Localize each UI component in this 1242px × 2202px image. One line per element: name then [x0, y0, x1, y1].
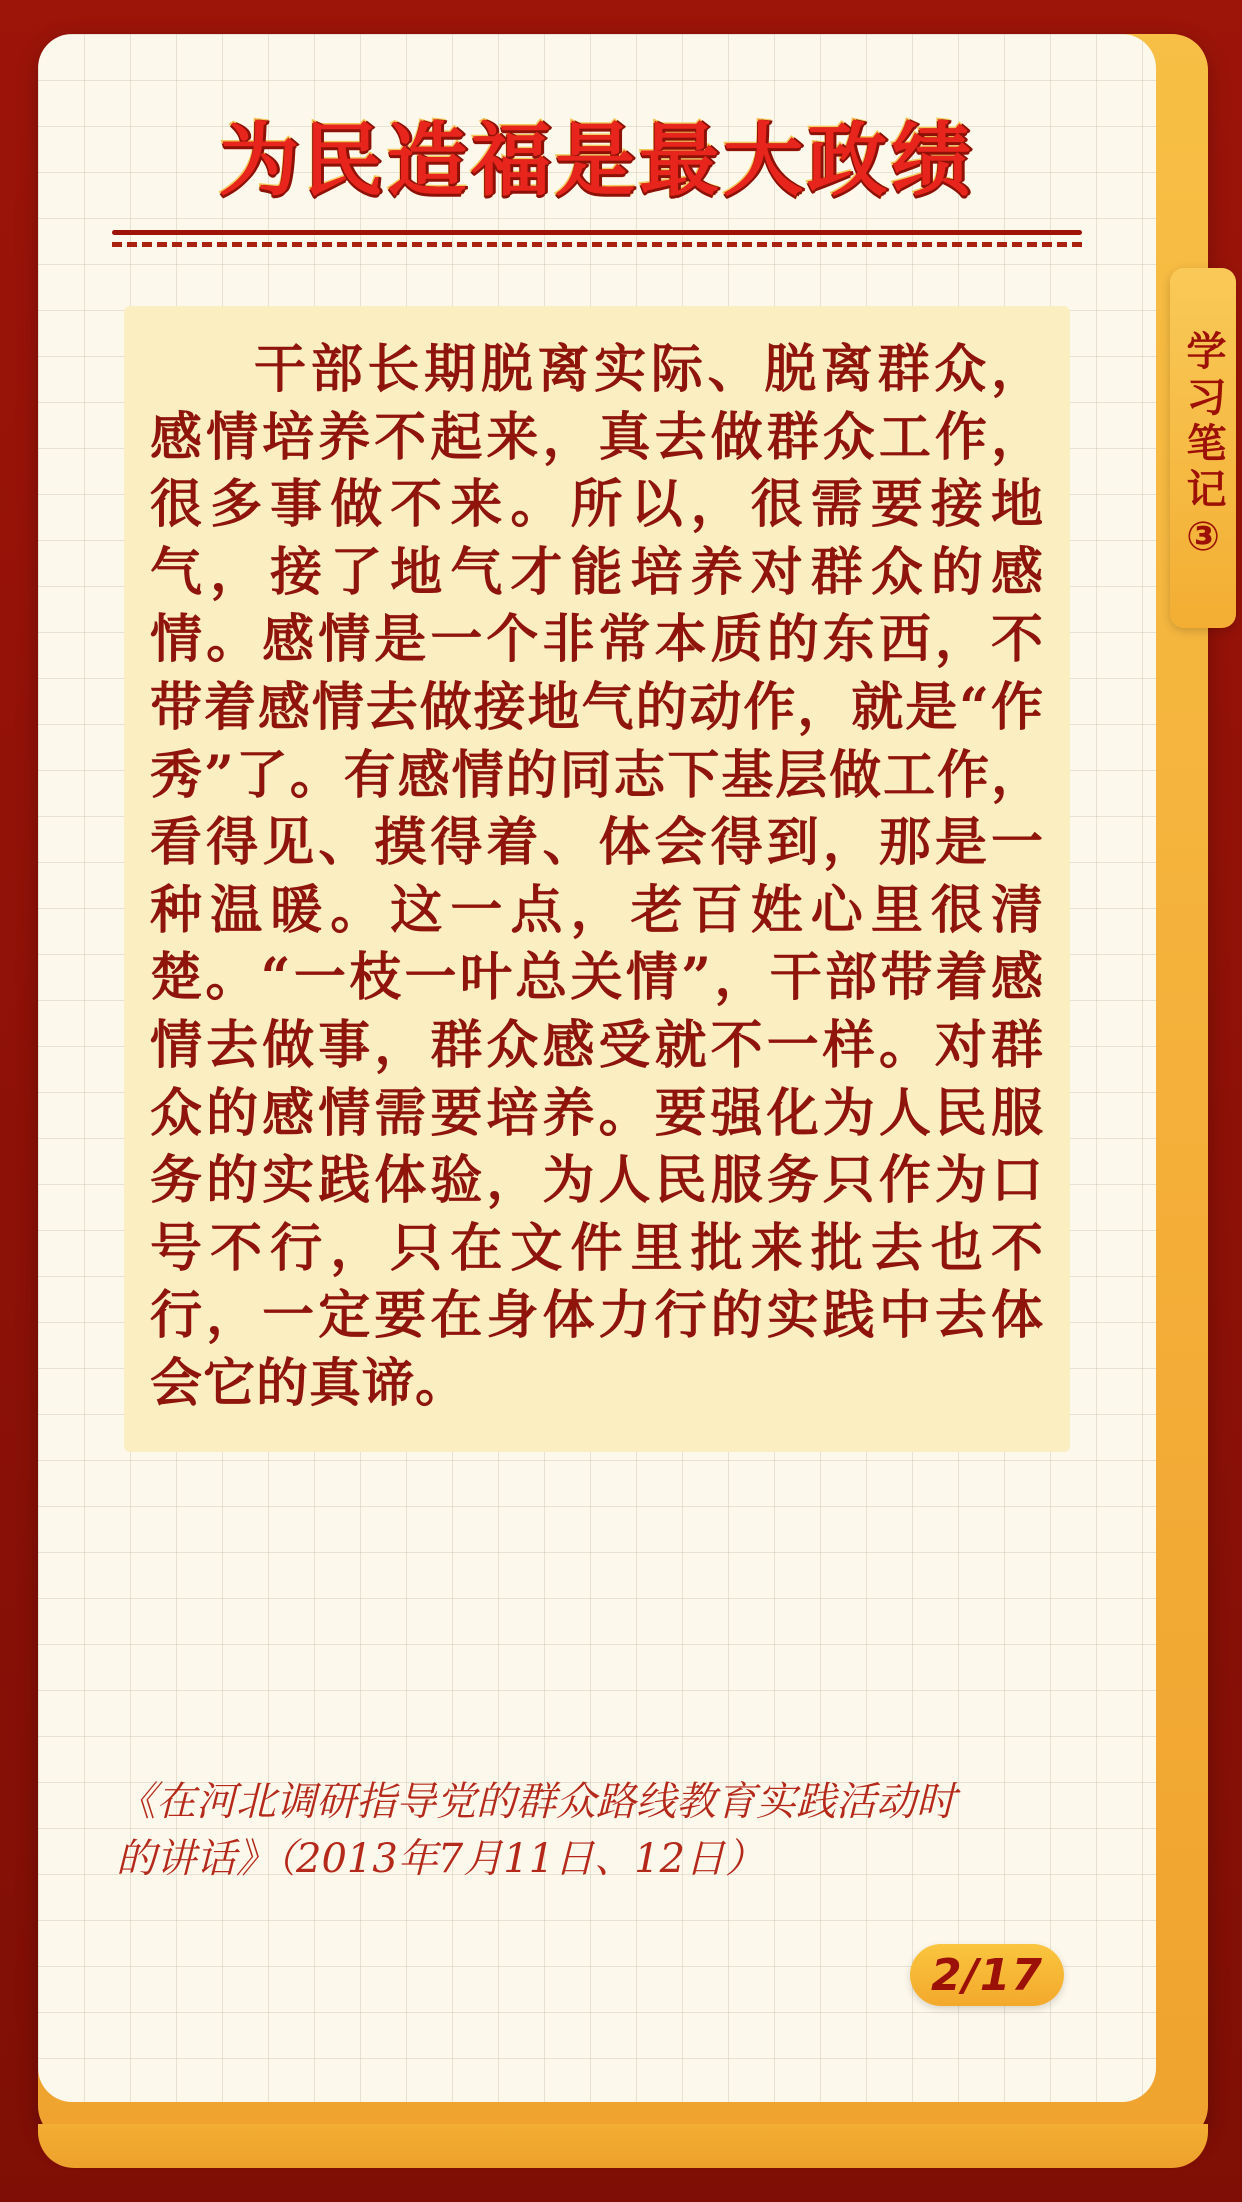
page-title-container [38, 96, 1156, 211]
page-number-badge [910, 1944, 1064, 2006]
series-tab-label: 学习笔记③ [1180, 330, 1226, 566]
quote-text: 干部长期脱离实际、脱离群众，感情培养不起来，真去做群众工作，很多事做不来。所以，很需要接地气，接了地气才能培养对群众的感情。感情是一个非常本质的东西，不带着感情去做接地气的动作，就是“作秀”了。有感情的同志下基层做工作，看得见、摸得着、体会得到，那是一种温暖。这一点，老百姓心里很清楚。“一枝一叶总关情”，干部带着感情去做事，群众感受就不一样。对群众的感情需要培养。要强化为人民服务的实践体验，为人民服务只作为口号不行，只在文件里批来批去也不行，一定要在身体力行的实践中去体会它的真谛。 [150, 339, 1044, 1414]
source-line-2: 的讲话》（2013年7月11日、12日） [116, 1835, 766, 1882]
source-citation [116, 1774, 1076, 1888]
page-number-label: 2/17 [931, 1949, 1043, 2001]
source-line-1: 《在河北调研指导党的群众路线教育实践活动时 [116, 1779, 956, 1825]
divider-dashed-line [112, 242, 1082, 247]
title-divider [112, 230, 1082, 247]
divider-solid-line [112, 230, 1082, 235]
gold-card-bottom-strip [38, 2124, 1208, 2168]
page-title: 为民造福是最大政绩 [219, 114, 975, 207]
quote-panel [124, 306, 1070, 1452]
series-tab[interactable] [1170, 268, 1236, 628]
paper-sheet [38, 34, 1156, 2102]
